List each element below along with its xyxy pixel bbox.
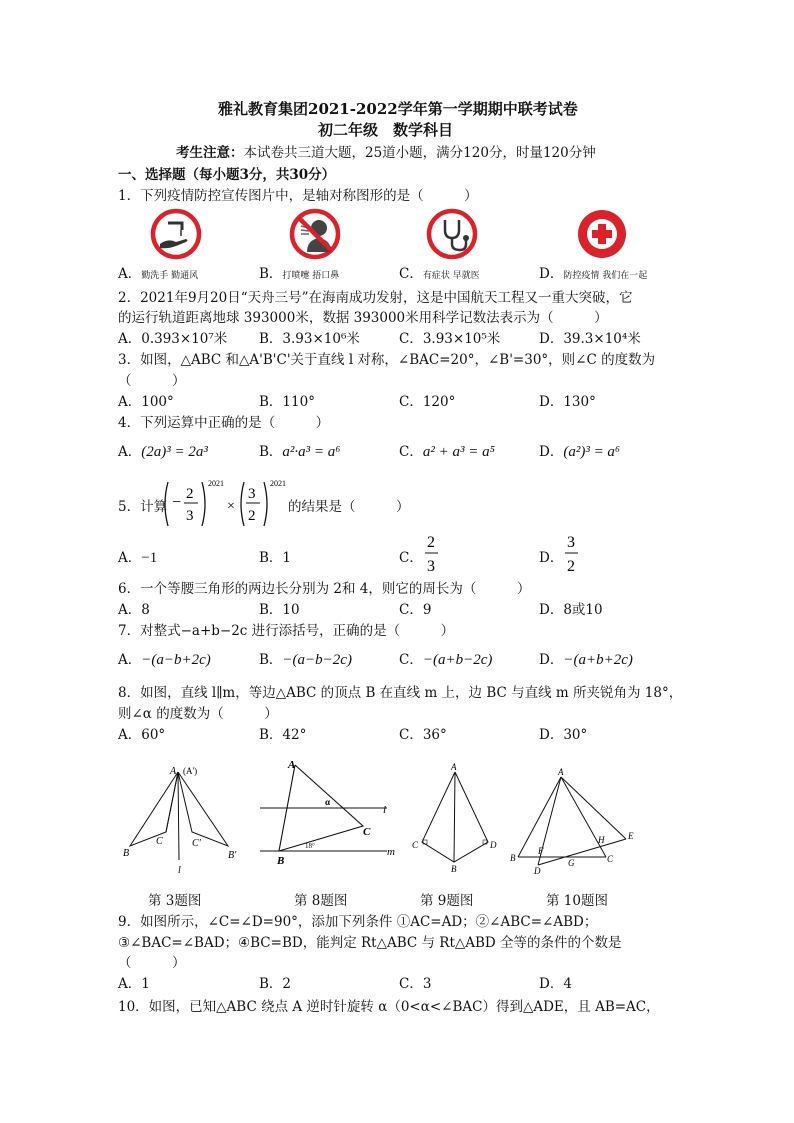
q3-line1: 3．如图，△ABC 和△A'B'C'关于直线 l 对称，∠BAC=20°，∠B'=30°，则∠C 的度数为 xyxy=(118,352,656,368)
q4-option-a xyxy=(118,440,208,461)
q4-option-b-expr: a²·a³ = a⁶ xyxy=(282,444,341,460)
q7-stem: 7．对整式−a+b−2c 进行添括号，正确的是（ ） xyxy=(118,623,455,639)
fig3-label-c: C xyxy=(156,836,163,847)
q9-option-c: C．3 xyxy=(399,976,432,992)
q4-option-c xyxy=(399,440,495,461)
q9-line2: ③∠BAC=∠BAD；④BC=BD，能判定 Rt△ABC 与 Rt△ABD 全等的条件的个数是 xyxy=(118,935,622,951)
fig9-label-b: B xyxy=(451,864,457,874)
fig8-label-l: l xyxy=(383,804,387,816)
q1-option-d-caption: 防控疫情 我们在一起 xyxy=(563,271,648,281)
q4-option-d-expr: (a²)³ = a⁶ xyxy=(563,444,621,460)
q1-option-c-caption: 有症状 早就医 xyxy=(422,271,480,281)
fig3-label-cp: C' xyxy=(192,838,201,849)
q6-option-d: D．8或10 xyxy=(539,602,603,618)
q5-option-c-letter: C． xyxy=(399,550,423,566)
svg-text:−: − xyxy=(172,494,182,511)
q8-option-d: D．30° xyxy=(539,727,588,743)
q4-option-d xyxy=(539,440,620,461)
q3-option-c: C．120° xyxy=(399,394,456,410)
q2-option-a: A．0.393×10⁷米 xyxy=(118,331,228,347)
q1-sign-a-icon xyxy=(150,208,202,260)
notice-text: 本试卷共三道大题，25道小题，满分120分，时量120分钟 xyxy=(243,145,596,161)
q4-option-b-letter: B． xyxy=(259,444,283,460)
q7-option-d xyxy=(539,648,633,669)
q5-option-c-den: 3 xyxy=(427,558,435,575)
q1-option-c-letter: C． xyxy=(399,266,423,282)
q5-option-a xyxy=(118,546,157,567)
q1-option-a-letter: A． xyxy=(118,266,142,282)
q1-option-d xyxy=(539,262,647,282)
q7-option-c-expr: −(a+b−2c) xyxy=(422,652,493,668)
q5-frac2-num: 3 xyxy=(248,486,256,502)
q1-option-b-letter: B． xyxy=(259,266,283,282)
q2-option-b: B．3.93×10⁶米 xyxy=(259,331,360,347)
q2-option-d: D．39.3×10⁴米 xyxy=(539,331,641,347)
svg-text:×: × xyxy=(227,499,235,514)
figure-9-caption: 第 9题图 xyxy=(420,893,474,909)
q5-frac1-den: 3 xyxy=(186,508,194,524)
exam-notice xyxy=(176,141,596,161)
q5-suffix: 的结果是（ ） xyxy=(288,499,410,515)
q1-option-d-letter: D． xyxy=(539,266,564,282)
q7-option-b-expr: −(a−b−2c) xyxy=(282,652,352,668)
exam-title: 雅礼教育集团2021-2022学年第一学期期中联考试卷 xyxy=(218,100,578,118)
q7-option-c xyxy=(399,648,492,669)
q5-option-b xyxy=(259,546,291,566)
q5-option-b-letter: B． xyxy=(259,550,283,566)
q3-option-a: A．100° xyxy=(118,394,174,410)
fig9-label-a: A xyxy=(451,762,457,772)
q6-option-c: C．9 xyxy=(399,602,432,618)
q4-option-c-letter: C． xyxy=(399,444,423,460)
q5-frac1-num: 2 xyxy=(186,486,194,502)
q8-line2: 则∠α 的度数为（ ） xyxy=(118,706,278,722)
fig10-label-b: B xyxy=(510,853,516,863)
fig3-label-b: B xyxy=(123,848,130,859)
figure-10-diagram xyxy=(508,765,643,875)
q5-option-c-fraction xyxy=(422,530,442,576)
q4-option-d-letter: D． xyxy=(539,444,564,460)
q5-option-d-letter: D． xyxy=(539,550,564,566)
q2-option-c: C．3.93×10⁵米 xyxy=(399,331,501,347)
q1-stem: 1．下列疫情防控宣传图片中，是轴对称图形的是（ ） xyxy=(118,188,478,204)
fig8-label-m: m xyxy=(387,846,395,858)
q7-option-b-letter: B． xyxy=(259,652,283,668)
q7-option-a xyxy=(118,648,211,669)
q10-line1: 10．如图，已知△ABC 绕点 A 逆时针旋转 α（0<α<∠BAC）得到△ADE，且 AB=AC， xyxy=(118,999,660,1015)
q5-option-d-den: 2 xyxy=(567,558,575,575)
q1-sign-d-icon xyxy=(576,208,628,260)
fig8-label-alpha: α xyxy=(325,797,331,807)
q7-option-d-expr: −(a+b+2c) xyxy=(563,652,633,668)
fig9-label-c: C xyxy=(412,840,419,850)
q7-option-c-letter: C． xyxy=(399,652,423,668)
q9-option-d: D．4 xyxy=(539,976,572,992)
fig8-label-b: B xyxy=(277,855,285,867)
q4-option-a-expr: (2a)³ = 2a³ xyxy=(141,444,208,460)
q2-line1: 2．2021年9月20日“天舟三号”在海南成功发射，这是中国航天工程又一重大突破，它 xyxy=(118,290,633,306)
fig10-label-f: F xyxy=(538,846,544,856)
q8-option-b: B．42° xyxy=(259,727,307,743)
q4-option-c-expr: a² + a³ = a⁵ xyxy=(422,444,495,460)
q7-option-d-letter: D． xyxy=(539,652,564,668)
exam-subtitle: 初二年级 数学科目 xyxy=(318,121,454,139)
q4-option-b xyxy=(259,440,341,461)
q1-option-b-caption: 打喷嚏 捂口鼻 xyxy=(282,271,340,281)
q5-option-d-num: 3 xyxy=(567,534,575,551)
fig9-label-d: D xyxy=(490,840,497,850)
q5-option-d-fraction xyxy=(562,530,582,576)
fig3-label-ap: (A') xyxy=(183,766,198,776)
q3-option-d: D．130° xyxy=(539,394,596,410)
q3-option-b: B．110° xyxy=(259,394,315,410)
figure-9-diagram xyxy=(408,760,508,875)
fig10-label-d: D xyxy=(534,866,541,875)
figure-8-caption: 第 8题图 xyxy=(294,893,348,909)
fig3-label-a: A xyxy=(170,766,177,777)
q8-option-c: C．36° xyxy=(399,727,447,743)
section-heading: 一、选择题（每小题3分，共30分） xyxy=(118,167,336,183)
fig10-label-g: G xyxy=(568,858,575,868)
q4-option-a-letter: A． xyxy=(118,444,142,460)
q1-option-a xyxy=(118,262,198,282)
q8-option-a: A．60° xyxy=(118,727,166,743)
q8-line1: 8．如图，直线 l∥m，等边△ABC 的顶点 B 在直线 m 上，边 BC 与直线 m 所夹锐角为 18°， xyxy=(118,685,683,701)
q9-line1: 9．如图所示，∠C=∠D=90°，添加下列条件 ①AC=AD；②∠ABC=∠ABD； xyxy=(118,914,598,930)
q5-exp1: 2021 xyxy=(208,479,224,488)
q9-option-b: B．2 xyxy=(259,976,292,992)
q6-option-a: A．8 xyxy=(118,602,150,618)
q7-option-b xyxy=(259,648,352,669)
fig3-label-l: l xyxy=(178,865,181,876)
q9-line3: （ ） xyxy=(118,955,186,971)
figure-8-diagram xyxy=(255,755,405,870)
notice-label: 考生注意： xyxy=(176,145,244,161)
q1-sign-b-icon xyxy=(289,208,341,260)
q2-line2: 的运行轨道距离地球 393000米，数据 393000米用科学记数法表示为（ ） xyxy=(118,310,608,326)
fig10-label-e: E xyxy=(628,831,634,841)
fig10-label-a: A xyxy=(558,767,564,777)
q1-option-c xyxy=(399,262,480,282)
q4-stem: 4．下列运算中正确的是（ ） xyxy=(118,415,330,431)
q1-option-a-caption: 勤洗手 勤通风 xyxy=(141,271,199,281)
q5-exp2: 2021 xyxy=(270,479,286,488)
fig3-label-bp: B' xyxy=(228,850,237,861)
q3-line2: （ ） xyxy=(118,373,186,389)
q6-option-b: B．10 xyxy=(259,602,300,618)
q1-option-b xyxy=(259,262,339,282)
q5-option-b-value: 1 xyxy=(282,550,292,566)
fig8-label-angle: 18° xyxy=(305,842,315,850)
fig8-label-a: A xyxy=(288,759,296,771)
q7-option-a-letter: A． xyxy=(118,652,142,668)
q6-stem: 6．一个等腰三角形的两边长分别为 2和 4，则它的周长为（ ） xyxy=(118,581,531,597)
q5-option-c-num: 2 xyxy=(427,534,435,551)
q5-frac2-den: 2 xyxy=(248,508,256,524)
q5-option-a-letter: A． xyxy=(118,550,142,566)
q1-sign-c-icon xyxy=(426,208,478,260)
q5-option-a-value: −1 xyxy=(141,550,158,566)
figure-3-caption: 第 3题图 xyxy=(148,893,202,909)
q7-option-a-expr: −(a−b+2c) xyxy=(141,652,211,668)
fig10-label-h: H xyxy=(598,835,605,845)
q5-prefix: 5．计算 xyxy=(118,499,168,515)
q9-option-a: A．1 xyxy=(118,976,150,992)
fig8-label-c: C xyxy=(363,826,371,838)
q5-expression xyxy=(160,474,290,534)
figure-10-caption: 第 10题图 xyxy=(546,893,608,909)
fig10-label-c: C xyxy=(607,854,614,864)
figure-3-diagram xyxy=(118,760,248,880)
